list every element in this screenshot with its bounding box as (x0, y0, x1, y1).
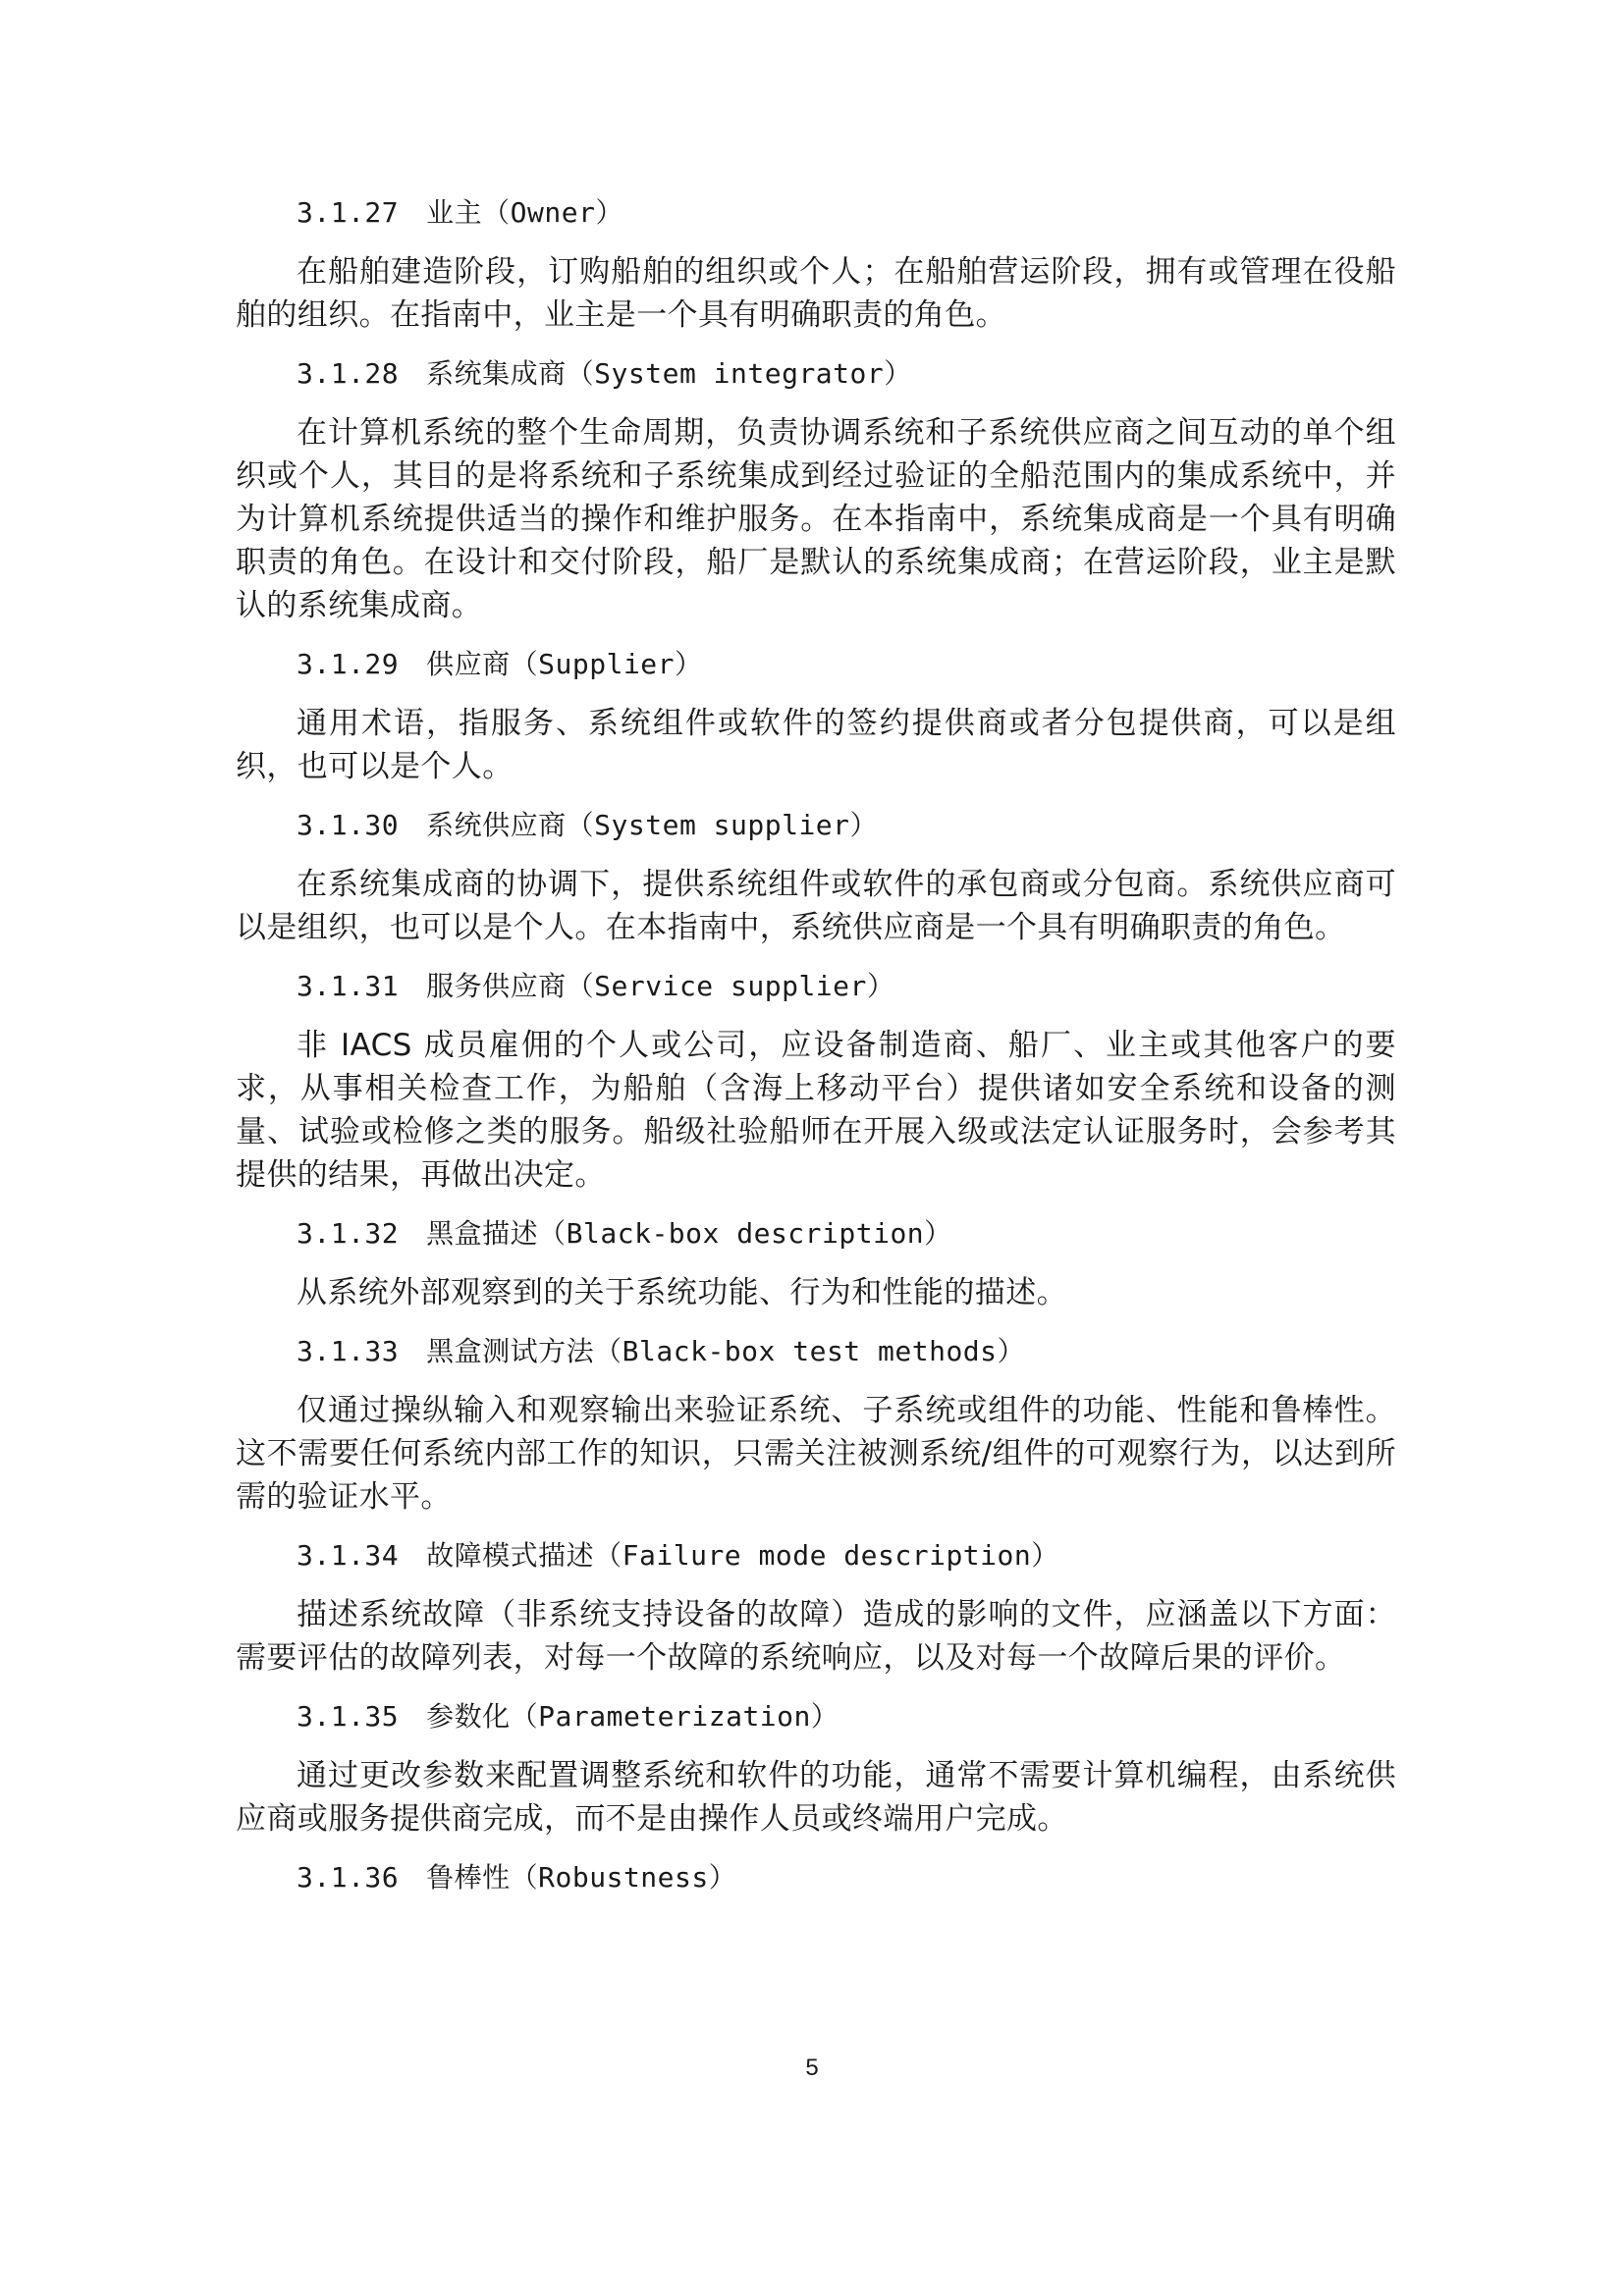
term-title: 系统集成商（System integrator） (426, 357, 912, 390)
term-heading (236, 1695, 1396, 1738)
term-title: 故障模式描述（Failure mode description） (426, 1539, 1059, 1572)
term-definition: 在系统集成商的协调下，提供系统组件或软件的承包商或分包商。系统供应商可以是组织，也可以是个人。在本指南中，系统供应商是一个具有明确职责的角色。 (236, 867, 1396, 945)
term-heading (236, 804, 1396, 847)
term-title: 业主（Owner） (426, 196, 623, 229)
term-definition: 描述系统故障（非系统支持设备的故障）造成的影响的文件，应涵盖以下方面：需要评估的故障列表，对每一个故障的系统响应，以及对每一个故障后果的评价。 (236, 1597, 1396, 1676)
term-title: 鲁棒性（Robustness） (426, 1861, 737, 1894)
page-number: 5 (805, 2055, 819, 2081)
term-number: 3.1.36 (297, 1861, 400, 1894)
term-number: 3.1.29 (297, 648, 400, 680)
term-definition: 从系统外部观察到的关于系统功能、行为和性能的描述。 (297, 1275, 1067, 1310)
term-title: 供应商（Supplier） (426, 648, 703, 680)
term-heading (236, 352, 1396, 396)
term-title: 黑盒测试方法（Black-box test methods） (426, 1335, 1026, 1367)
term-number: 3.1.33 (297, 1335, 400, 1367)
term-title: 服务供应商（Service supplier） (426, 970, 895, 1002)
term-definition: 通用术语，指服务、系统组件或软件的签约提供商或者分包提供商，可以是组织，也可以是个人。 (236, 706, 1396, 784)
term-title: 黑盒描述（Black-box description） (426, 1217, 952, 1250)
term-title: 系统供应商（System supplier） (426, 809, 879, 841)
term-definition: 在计算机系统的整个生命周期，负责协调系统和子系统供应商之间互动的单个组织或个人，其目的是将系统和子系统集成到经过验证的全船范围内的集成系统中，并为计算机系统提供适当的操作和维护服务。在本指南中，系统集成商是一个具有明确职责的角色。在设计和交付阶段，船厂是默认的系统集成商；在营运阶段，业主是默认的系统集成商。 (236, 415, 1396, 623)
term-number: 3.1.32 (297, 1217, 400, 1250)
term-heading (236, 1330, 1396, 1373)
term-number: 3.1.30 (297, 809, 400, 841)
term-heading (236, 1212, 1396, 1255)
term-heading (236, 643, 1396, 686)
term-number: 3.1.31 (297, 970, 400, 1002)
term-heading (236, 191, 1396, 235)
term-heading (236, 1534, 1396, 1577)
definitions-list (236, 191, 1396, 1915)
term-number: 3.1.35 (297, 1700, 400, 1733)
term-number: 3.1.34 (297, 1539, 400, 1572)
term-number: 3.1.28 (297, 357, 400, 390)
term-heading (236, 965, 1396, 1008)
term-definition: 仅通过操纵输入和观察输出来验证系统、子系统或组件的功能、性能和鲁棒性。这不需要任何系统内部工作的知识，只需关注被测系统/组件的可观察行为，以达到所需的验证水平。 (236, 1393, 1396, 1515)
term-number: 3.1.27 (297, 196, 400, 229)
term-title: 参数化（Parameterization） (426, 1700, 839, 1733)
term-definition: 通过更改参数来配置调整系统和软件的功能，通常不需要计算机编程，由系统供应商或服务提供商完成，而不是由操作人员或终端用户完成。 (236, 1758, 1396, 1837)
term-heading (236, 1856, 1396, 1899)
term-definition: 在船舶建造阶段，订购船舶的组织或个人；在船舶营运阶段，拥有或管理在役船舶的组织。在指南中，业主是一个具有明确职责的角色。 (236, 254, 1396, 333)
term-definition: 非 IACS 成员雇佣的个人或公司，应设备制造商、船厂、业主或其他客户的要求，从事相关检查工作，为船舶（含海上移动平台）提供诸如安全系统和设备的测量、试验或检修之类的服务。船级社验船师在开展入级或法定认证服务时，会参考其提供的结果，再做出决定。 (236, 1028, 1396, 1193)
